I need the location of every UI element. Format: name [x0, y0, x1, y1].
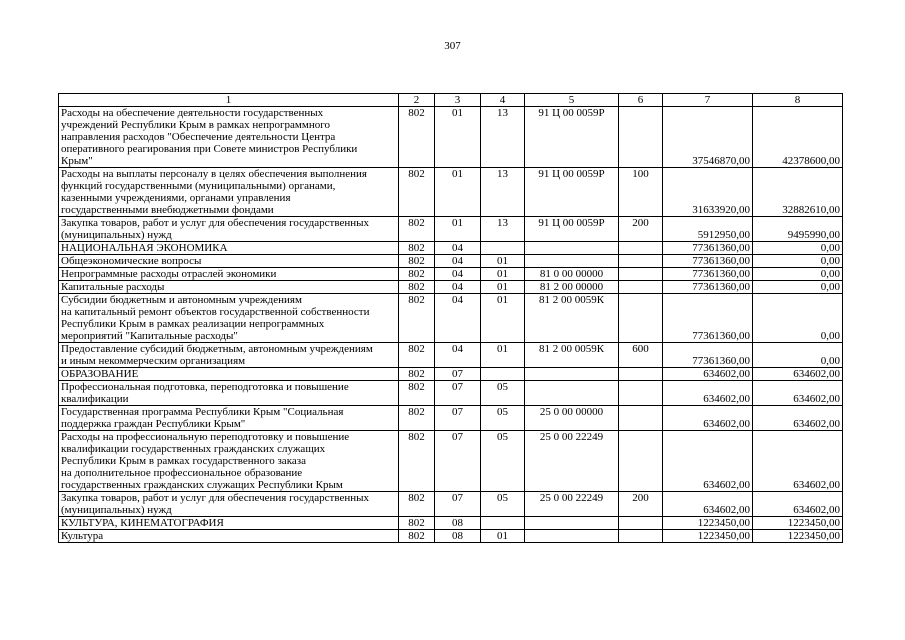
column-header: 8 — [753, 94, 843, 107]
table-row — [59, 343, 843, 368]
amount-year2-cell: 0,00 — [753, 294, 843, 343]
target-article-cell: 81 2 00 00000 — [525, 281, 619, 294]
amount-year1-cell: 1223450,00 — [663, 530, 753, 543]
expense-type-cell — [619, 242, 663, 255]
page-number: 307 — [444, 40, 461, 52]
ministry-code-cell: 802 — [399, 294, 435, 343]
expense-type-cell: 100 — [619, 168, 663, 217]
target-article-cell: 81 2 00 0059К — [525, 294, 619, 343]
amount-year1-cell: 634602,00 — [663, 368, 753, 381]
table-row — [59, 431, 843, 492]
section-code-cell: 04 — [435, 268, 481, 281]
target-article-cell — [525, 517, 619, 530]
target-article-cell: 81 2 00 0059К — [525, 343, 619, 368]
expense-type-cell — [619, 530, 663, 543]
table-row — [59, 517, 843, 530]
amount-year1-cell: 31633920,00 — [663, 168, 753, 217]
target-article-cell: 25 0 00 00000 — [525, 406, 619, 431]
expense-type-cell — [619, 381, 663, 406]
expense-type-cell — [619, 294, 663, 343]
subsection-code-cell: 05 — [481, 406, 525, 431]
column-header: 5 — [525, 94, 619, 107]
ministry-code-cell: 802 — [399, 381, 435, 406]
amount-year2-cell: 0,00 — [753, 242, 843, 255]
expense-type-cell — [619, 281, 663, 294]
amount-year2-cell: 634602,00 — [753, 406, 843, 431]
section-code-cell: 07 — [435, 368, 481, 381]
expense-name-cell: Непрограммные расходы отраслей экономики — [59, 268, 399, 281]
target-article-cell: 91 Ц 00 0059Р — [525, 168, 619, 217]
amount-year2-cell: 634602,00 — [753, 368, 843, 381]
expense-name-cell: Государственная программа Республики Крым "Социальная поддержка граждан Республики Крым" — [59, 406, 399, 431]
column-header: 2 — [399, 94, 435, 107]
table-row — [59, 381, 843, 406]
amount-year1-cell: 1223450,00 — [663, 517, 753, 530]
amount-year2-cell: 1223450,00 — [753, 530, 843, 543]
table-row — [59, 406, 843, 431]
expense-name-cell: Капитальные расходы — [59, 281, 399, 294]
ministry-code-cell: 802 — [399, 517, 435, 530]
target-article-cell — [525, 255, 619, 268]
subsection-code-cell — [481, 368, 525, 381]
subsection-code-cell: 01 — [481, 343, 525, 368]
subsection-code-cell: 13 — [481, 107, 525, 168]
expense-name-cell: Расходы на обеспечение деятельности государственных учреждений Республики Крым в рамках непрограммного направления расходов "Обеспечение деятельности Центра оперативного реагирования при Совете министров Республики Крым" — [59, 107, 399, 168]
target-article-cell: 91 Ц 00 0059Р — [525, 107, 619, 168]
table-row — [59, 217, 843, 242]
ministry-code-cell: 802 — [399, 281, 435, 294]
subsection-code-cell: 13 — [481, 168, 525, 217]
expense-type-cell — [619, 431, 663, 492]
table-row — [59, 168, 843, 217]
expense-name-cell: Субсидии бюджетным и автономным учреждениям на капитальный ремонт объектов государственной собственности Республики Крым в рамках реализации непрограммных мероприятий "Капитальные расходы" — [59, 294, 399, 343]
subsection-code-cell: 05 — [481, 381, 525, 406]
section-code-cell: 08 — [435, 530, 481, 543]
expense-type-cell — [619, 255, 663, 268]
section-code-cell: 01 — [435, 217, 481, 242]
subsection-code-cell: 13 — [481, 217, 525, 242]
section-code-cell: 04 — [435, 343, 481, 368]
amount-year2-cell: 634602,00 — [753, 492, 843, 517]
amount-year1-cell: 77361360,00 — [663, 242, 753, 255]
ministry-code-cell: 802 — [399, 168, 435, 217]
amount-year1-cell: 634602,00 — [663, 406, 753, 431]
column-header: 3 — [435, 94, 481, 107]
amount-year2-cell: 0,00 — [753, 255, 843, 268]
expense-type-cell: 200 — [619, 492, 663, 517]
section-code-cell: 01 — [435, 168, 481, 217]
table-row — [59, 294, 843, 343]
amount-year2-cell: 9495990,00 — [753, 217, 843, 242]
ministry-code-cell: 802 — [399, 406, 435, 431]
amount-year2-cell: 0,00 — [753, 281, 843, 294]
subsection-code-cell: 01 — [481, 268, 525, 281]
section-code-cell: 01 — [435, 107, 481, 168]
subsection-code-cell: 05 — [481, 492, 525, 517]
subsection-code-cell: 01 — [481, 530, 525, 543]
target-article-cell — [525, 530, 619, 543]
subsection-code-cell: 01 — [481, 281, 525, 294]
expense-name-cell: Общеэкономические вопросы — [59, 255, 399, 268]
ministry-code-cell: 802 — [399, 431, 435, 492]
budget-table — [58, 93, 843, 543]
section-code-cell: 04 — [435, 242, 481, 255]
section-code-cell: 07 — [435, 431, 481, 492]
table-row — [59, 530, 843, 543]
subsection-code-cell: 01 — [481, 294, 525, 343]
amount-year1-cell: 634602,00 — [663, 492, 753, 517]
ministry-code-cell: 802 — [399, 492, 435, 517]
table-row — [59, 492, 843, 517]
target-article-cell: 81 0 00 00000 — [525, 268, 619, 281]
ministry-code-cell: 802 — [399, 268, 435, 281]
column-header: 6 — [619, 94, 663, 107]
ministry-code-cell: 802 — [399, 368, 435, 381]
ministry-code-cell: 802 — [399, 255, 435, 268]
expense-type-cell: 600 — [619, 343, 663, 368]
amount-year1-cell: 77361360,00 — [663, 268, 753, 281]
expense-name-cell: ОБРАЗОВАНИЕ — [59, 368, 399, 381]
expense-type-cell — [619, 107, 663, 168]
expense-type-cell — [619, 268, 663, 281]
amount-year2-cell: 1223450,00 — [753, 517, 843, 530]
amount-year1-cell: 77361360,00 — [663, 294, 753, 343]
section-code-cell: 04 — [435, 294, 481, 343]
table-row — [59, 107, 843, 168]
target-article-cell — [525, 381, 619, 406]
table-row — [59, 255, 843, 268]
column-header: 7 — [663, 94, 753, 107]
amount-year2-cell: 32882610,00 — [753, 168, 843, 217]
section-code-cell: 07 — [435, 381, 481, 406]
expense-name-cell: Предоставление субсидий бюджетным, автономным учреждениям и иным некоммерческим организациям — [59, 343, 399, 368]
section-code-cell: 08 — [435, 517, 481, 530]
expense-name-cell: Культура — [59, 530, 399, 543]
target-article-cell — [525, 242, 619, 255]
target-article-cell: 91 Ц 00 0059Р — [525, 217, 619, 242]
table-row — [59, 368, 843, 381]
amount-year1-cell: 634602,00 — [663, 381, 753, 406]
amount-year1-cell: 77361360,00 — [663, 281, 753, 294]
section-code-cell: 04 — [435, 255, 481, 268]
subsection-code-cell: 01 — [481, 255, 525, 268]
ministry-code-cell: 802 — [399, 107, 435, 168]
target-article-cell: 25 0 00 22249 — [525, 431, 619, 492]
expense-name-cell: Закупка товаров, работ и услуг для обеспечения государственных (муниципальных) нужд — [59, 492, 399, 517]
ministry-code-cell: 802 — [399, 343, 435, 368]
amount-year1-cell: 77361360,00 — [663, 255, 753, 268]
amount-year2-cell: 634602,00 — [753, 381, 843, 406]
target-article-cell — [525, 368, 619, 381]
expense-name-cell: Расходы на выплаты персоналу в целях обеспечения выполнения функций государственными (муниципальными) органами, казенными учреждениями, органами управления государственными внебюджетными фондами — [59, 168, 399, 217]
expense-name-cell: Расходы на профессиональную переподготовку и повышение квалификации государственных гражданских служащих Республики Крым в рамках государственного заказа на дополнительное профессиональное образование государственных гражданских служащих Республики Крым — [59, 431, 399, 492]
expense-name-cell: Закупка товаров, работ и услуг для обеспечения государственных (муниципальных) нужд — [59, 217, 399, 242]
table-row — [59, 242, 843, 255]
expense-type-cell: 200 — [619, 217, 663, 242]
amount-year1-cell: 37546870,00 — [663, 107, 753, 168]
amount-year2-cell: 0,00 — [753, 268, 843, 281]
expense-type-cell — [619, 406, 663, 431]
header-row — [59, 94, 843, 107]
amount-year1-cell: 5912950,00 — [663, 217, 753, 242]
expense-name-cell: КУЛЬТУРА, КИНЕМАТОГРАФИЯ — [59, 517, 399, 530]
expense-type-cell — [619, 517, 663, 530]
column-header: 4 — [481, 94, 525, 107]
amount-year1-cell: 77361360,00 — [663, 343, 753, 368]
amount-year2-cell: 42378600,00 — [753, 107, 843, 168]
section-code-cell: 04 — [435, 281, 481, 294]
target-article-cell: 25 0 00 22249 — [525, 492, 619, 517]
ministry-code-cell: 802 — [399, 217, 435, 242]
amount-year2-cell: 0,00 — [753, 343, 843, 368]
expense-name-cell: Профессиональная подготовка, переподготовка и повышение квалификации — [59, 381, 399, 406]
column-header: 1 — [59, 94, 399, 107]
ministry-code-cell: 802 — [399, 530, 435, 543]
subsection-code-cell: 05 — [481, 431, 525, 492]
section-code-cell: 07 — [435, 406, 481, 431]
amount-year1-cell: 634602,00 — [663, 431, 753, 492]
table-row — [59, 281, 843, 294]
amount-year2-cell: 634602,00 — [753, 431, 843, 492]
subsection-code-cell — [481, 242, 525, 255]
subsection-code-cell — [481, 517, 525, 530]
section-code-cell: 07 — [435, 492, 481, 517]
expense-type-cell — [619, 368, 663, 381]
ministry-code-cell: 802 — [399, 242, 435, 255]
table-row — [59, 268, 843, 281]
expense-name-cell: НАЦИОНАЛЬНАЯ ЭКОНОМИКА — [59, 242, 399, 255]
